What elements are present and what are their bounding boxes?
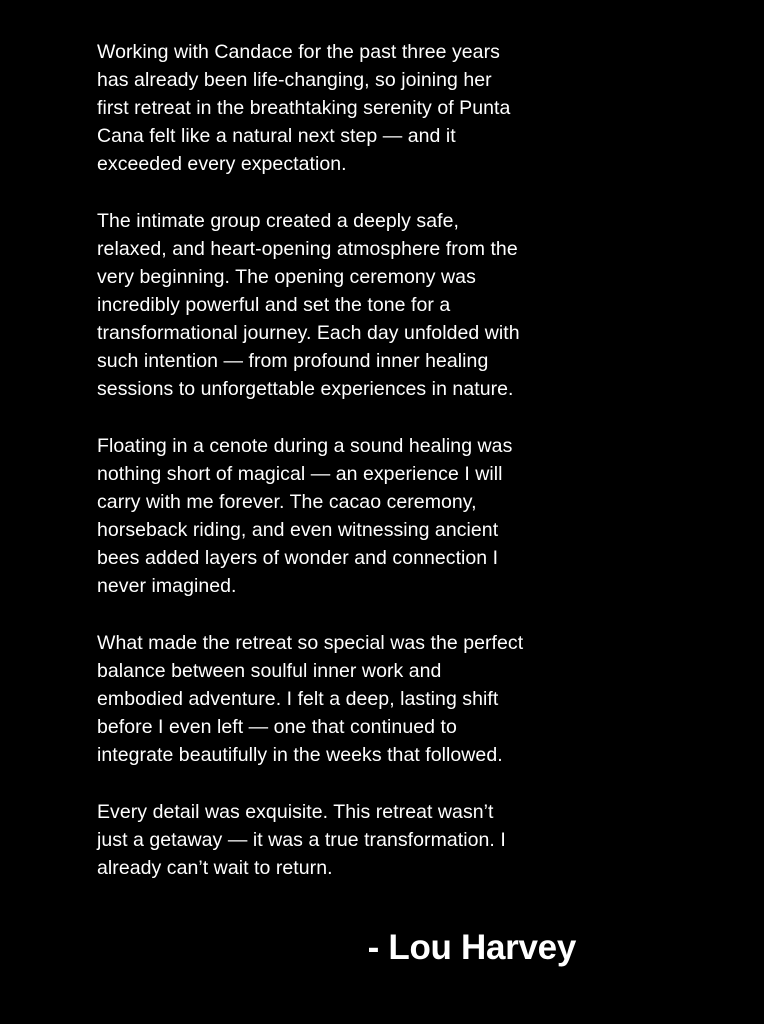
testimonial-paragraph-1 bbox=[97, 38, 587, 178]
text-line: What made the retreat so special was the perfect bbox=[97, 632, 524, 654]
text-line: horseback riding, and even witnessing ancient bbox=[97, 519, 499, 541]
text-line: incredibly powerful and set the tone for a bbox=[97, 294, 451, 316]
text-line: exceeded every expectation. bbox=[97, 153, 347, 175]
text-line: relaxed, and heart-opening atmosphere from the bbox=[97, 238, 518, 260]
text-line: Cana felt like a natural next step — and it bbox=[97, 125, 456, 147]
text-line: sessions to unforgettable experiences in nature. bbox=[97, 378, 514, 400]
text-line: before I even left — one that continued to bbox=[97, 716, 457, 738]
text-line: embodied adventure. I felt a deep, lasting shift bbox=[97, 688, 499, 710]
text-line: balance between soulful inner work and bbox=[97, 660, 442, 682]
testimonial-paragraph-2 bbox=[97, 207, 587, 403]
text-line: bees added layers of wonder and connection I bbox=[97, 547, 499, 569]
text-line: very beginning. The opening ceremony was bbox=[97, 266, 476, 288]
testimonial-signature: - Lou Harvey bbox=[367, 928, 576, 967]
text-line: Floating in a cenote during a sound healing was bbox=[97, 435, 513, 457]
text-line: integrate beautifully in the weeks that followed. bbox=[97, 744, 503, 766]
testimonial-paragraph-3 bbox=[97, 432, 587, 600]
text-line: such intention — from profound inner healing bbox=[97, 350, 489, 372]
text-line: transformational journey. Each day unfolded with bbox=[97, 322, 520, 344]
text-line: has already been life-changing, so joining her bbox=[97, 69, 492, 91]
testimonial-paragraph-4 bbox=[97, 629, 587, 769]
text-line: never imagined. bbox=[97, 575, 237, 597]
text-line: Every detail was exquisite. This retreat wasn’t bbox=[97, 801, 494, 823]
text-line: carry with me forever. The cacao ceremony, bbox=[97, 491, 477, 513]
text-line: just a getaway — it was a true transformation. I bbox=[97, 829, 506, 851]
text-line: nothing short of magical — an experience I will bbox=[97, 463, 503, 485]
text-line: already can’t wait to return. bbox=[97, 857, 333, 879]
testimonial-body bbox=[97, 38, 587, 911]
testimonial-paragraph-5 bbox=[97, 798, 587, 882]
text-line: The intimate group created a deeply safe, bbox=[97, 210, 459, 232]
text-line: Working with Candace for the past three years bbox=[97, 41, 500, 63]
text-line: first retreat in the breathtaking serenity of Punta bbox=[97, 97, 511, 119]
